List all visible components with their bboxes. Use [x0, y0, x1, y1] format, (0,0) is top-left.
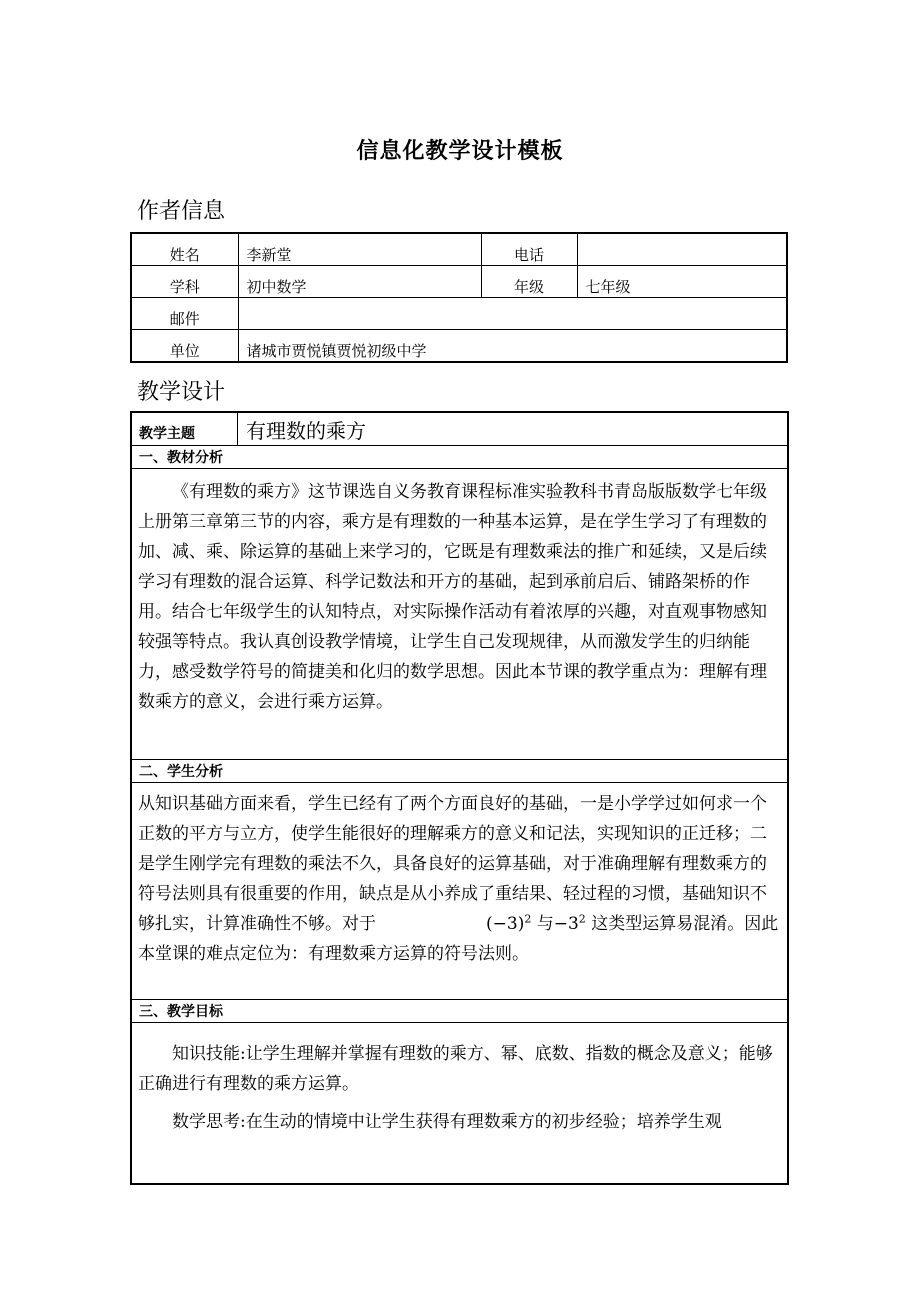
phone-label: 电话: [481, 233, 577, 266]
author-section-heading: 作者信息: [137, 199, 226, 224]
subject-label: 学科: [131, 266, 238, 298]
author-info-table: [130, 232, 788, 363]
expression-1: $(-3)^2$: [486, 912, 532, 934]
document-title: 信息化教学设计模板: [356, 139, 564, 164]
material-analysis-body: [132, 469, 787, 760]
name-value: 李新堂: [238, 233, 481, 266]
student-analysis-body: [132, 783, 787, 1000]
organization-value: 诸城市贾悦镇贾悦初级中学: [238, 330, 787, 363]
student-text-b: 这类型运算易混淆。因此本堂课的难点定位为：有理数乘方运算的符号法则。: [138, 914, 779, 964]
student-analysis-heading: 二、学生分析: [132, 760, 787, 783]
teaching-design-table: [130, 411, 789, 1185]
student-analysis-text: [138, 789, 781, 969]
connector-text: 与: [536, 914, 554, 934]
table-row: [131, 330, 787, 363]
topic-row: [132, 413, 787, 446]
table-row: [131, 298, 787, 330]
subject-value: 初中数学: [238, 266, 481, 298]
grade-label: 年级: [481, 266, 577, 298]
email-label: 邮件: [131, 298, 238, 330]
topic-label: 教学主题: [132, 413, 238, 445]
teaching-goals-body: [132, 1023, 787, 1137]
grade-value: 七年级: [577, 266, 787, 298]
email-value: [238, 298, 787, 330]
phone-value: [577, 233, 787, 266]
table-row: [131, 266, 787, 298]
goal-math-thinking: 数学思考:在生动的情境中让学生获得有理数乘方的初步经验；培养学生观: [172, 1112, 722, 1132]
material-analysis-text: 《有理数的乘方》这节课选自义务教育课程标准实验教科书青岛版版数学七年级上册第三章第三节的内容，乘方是有理数的一种基本运算，是在学生学习了有理数的加、减、乘、除运算的基础上来学习的，它既是有理数乘法的推广和延续，又是后续学习有理数的混合运算、科学记数法和开方的基础，起到承前启后、铺路架桥的作用。结合七年级学生的认知特点，对实际操作活动有着浓厚的兴趣，对直观事物感知较强等特点。我认真创设教学情境，让学生自己发现规律，从而激发学生的归纳能力，感受数学符号的简捷美和化归的数学思想。因此本节课的教学重点为：理解有理数乘方的意义，会进行乘方运算。: [138, 482, 767, 712]
teaching-goals-heading: 三、教学目标: [132, 1000, 787, 1023]
design-section-heading: 教学设计: [137, 380, 226, 405]
student-text-a: 从知识基础方面来看，学生已经有了两个方面良好的基础，一是小学学过如何求一个正数的平方与立方，使学生能很好的理解乘方的意义和记法，实现知识的正迁移；二是学生刚学完有理数的乘法不久，具备良好的运算基础，对于准确理解有理数乘方的符号法则具有很重要的作用，缺点是从小养成了重结果、轻过程的习惯，基础知识不够扎实，计算准确性不够。对于: [138, 794, 767, 934]
table-row: [131, 233, 787, 266]
expression-2: $-3^2$: [553, 912, 586, 934]
topic-value: 有理数的乘方: [246, 419, 366, 443]
name-label: 姓名: [131, 233, 238, 266]
goal-knowledge-skills: 知识技能:让学生理解并掌握有理数的乘方、幂、底数、指数的概念及意义；能够正确进行有理数的乘方运算。: [138, 1044, 773, 1094]
organization-label: 单位: [131, 330, 238, 363]
material-analysis-heading: 一、教材分析: [132, 446, 787, 469]
